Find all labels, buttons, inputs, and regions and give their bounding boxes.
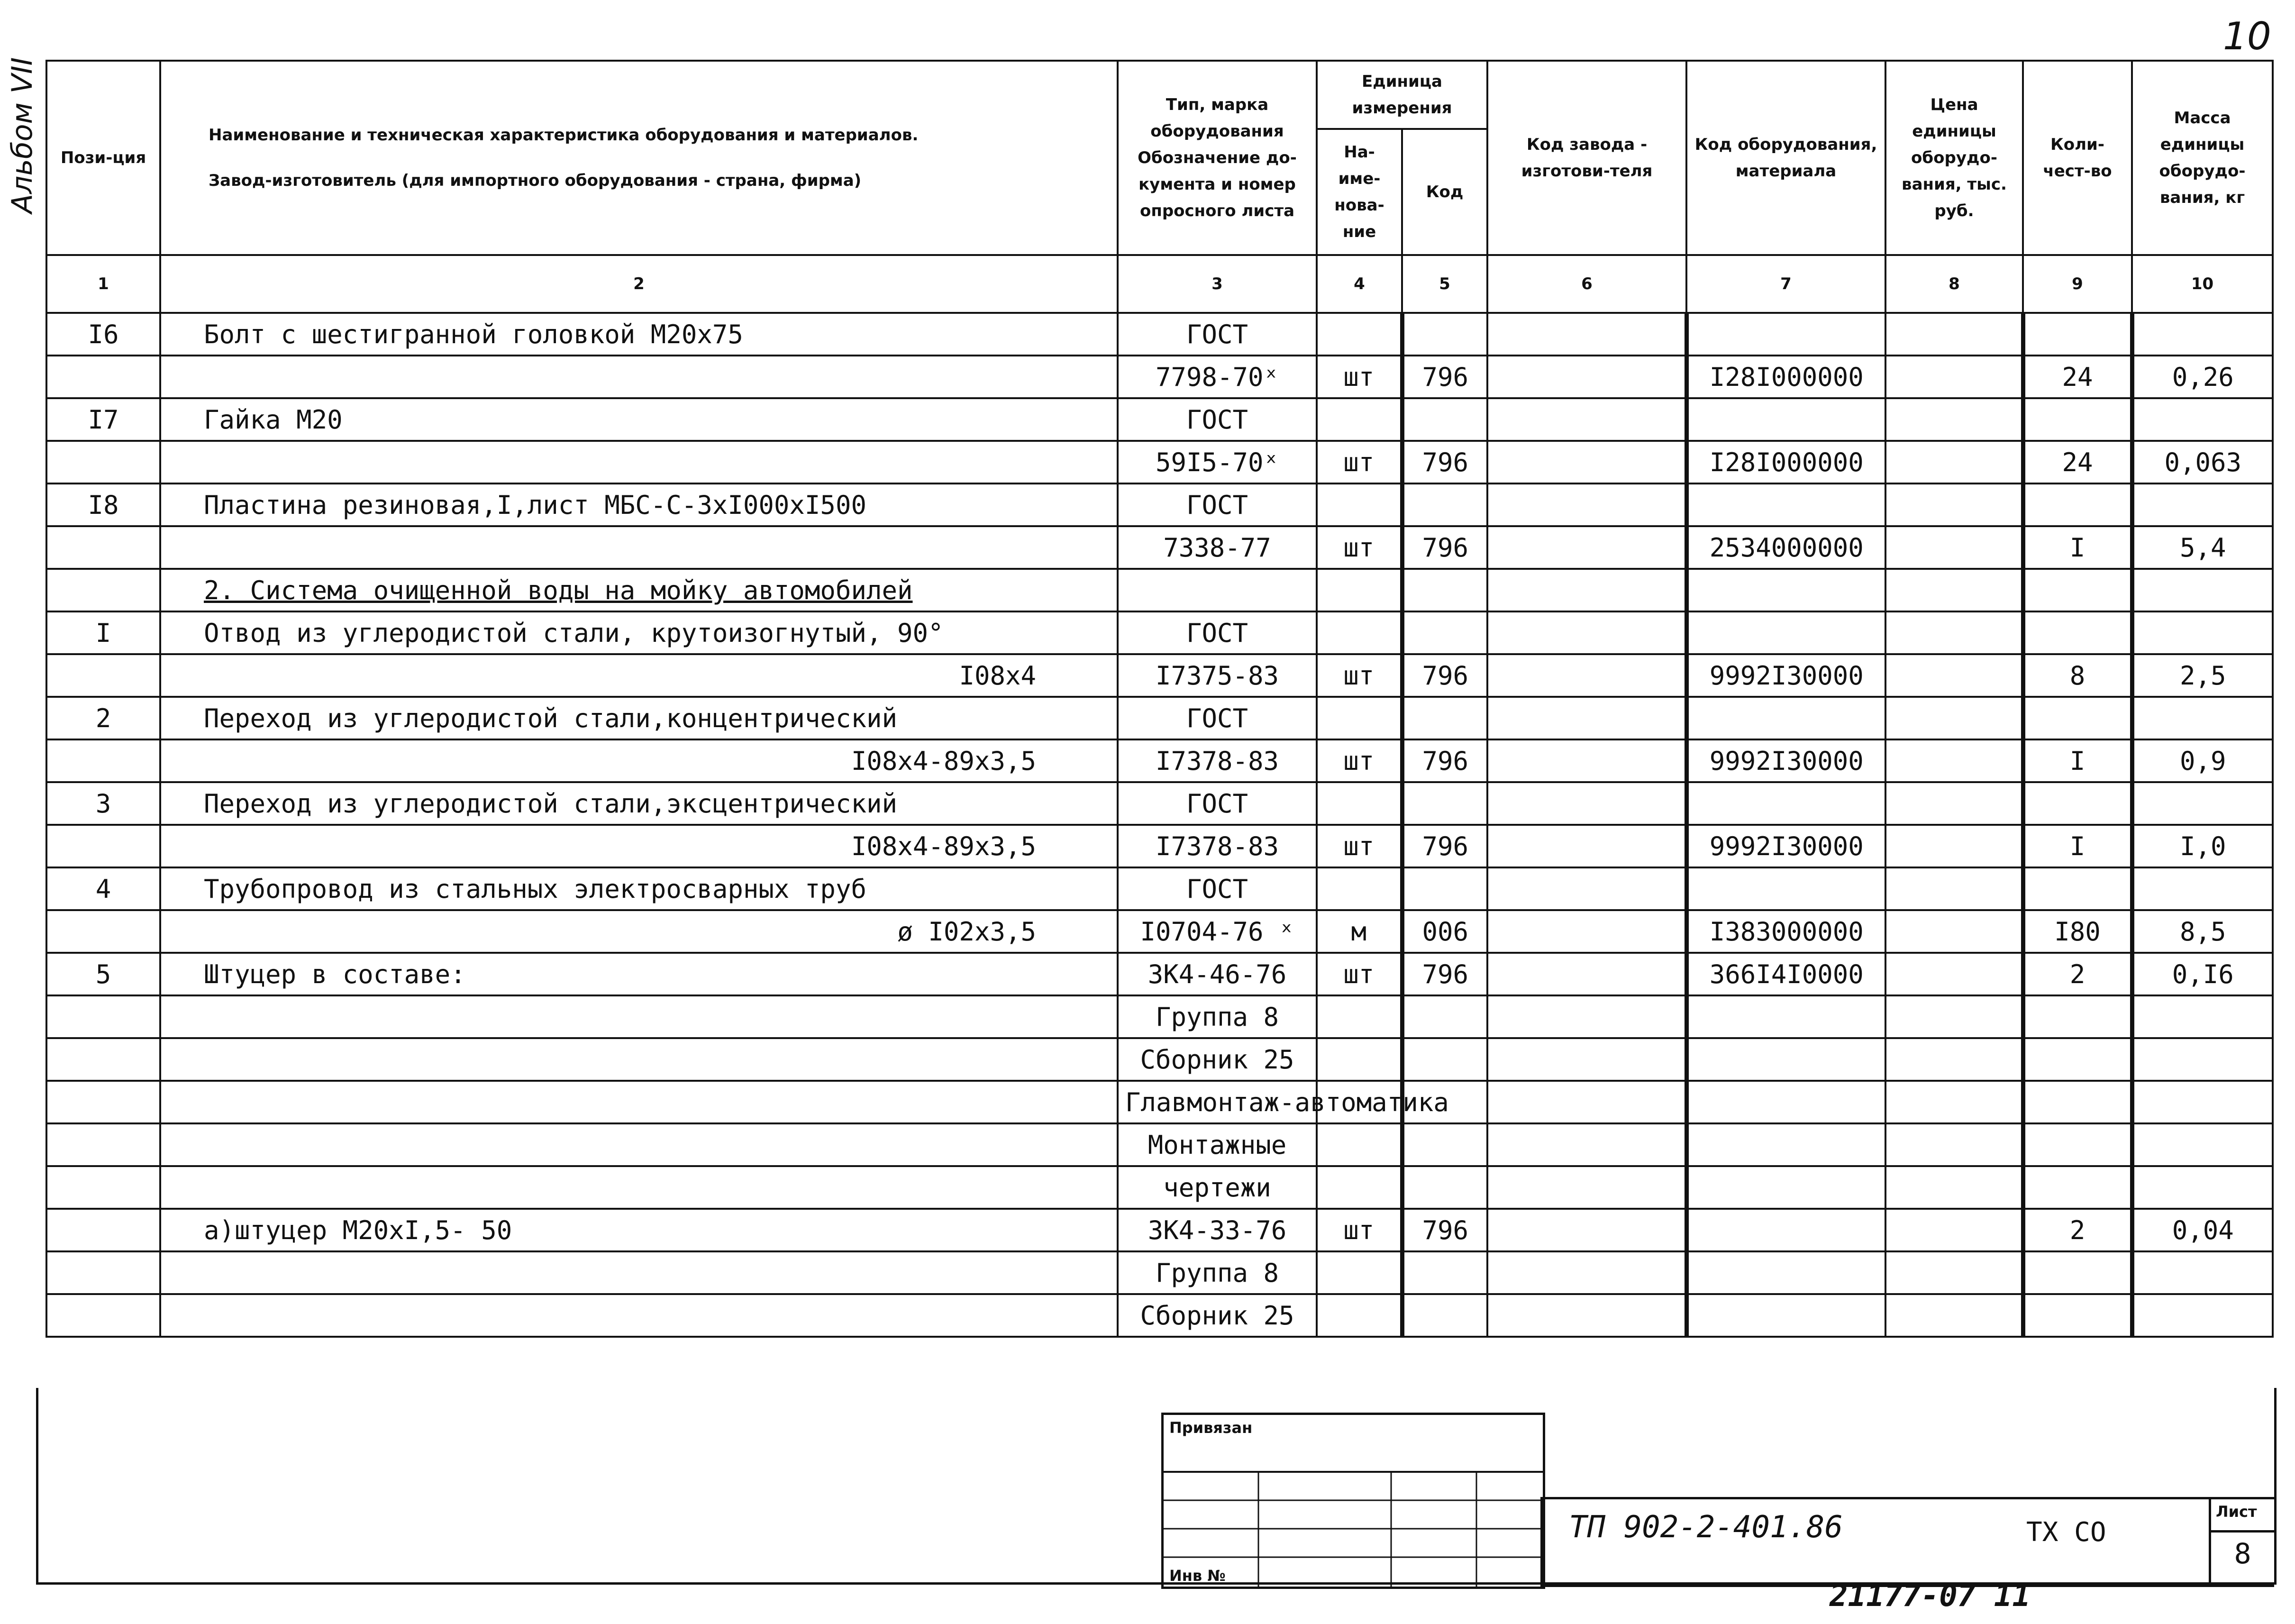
cell-mass	[2132, 611, 2273, 654]
cell-type	[1118, 569, 1317, 611]
cell-description	[160, 526, 1118, 569]
cell-mass	[2132, 867, 2273, 910]
sheet-box	[2209, 1497, 2274, 1582]
cell-type: Главмонтаж-автоматика	[1118, 1081, 1317, 1123]
cell-type: ГОСТ	[1118, 782, 1317, 825]
attachment-stamp	[1161, 1413, 1545, 1589]
cell-plant-code	[1487, 1123, 1686, 1166]
cell-unit-code: 796	[1402, 739, 1487, 782]
cell-price	[1885, 697, 2023, 739]
cell-mass	[2132, 1081, 2273, 1123]
cell-plant-code	[1487, 739, 1686, 782]
table-row	[46, 526, 2273, 569]
header-price: Цена единицы оборудо-вания, тыс. руб.	[1885, 61, 2023, 255]
cell-description: ø I02х3,5	[160, 910, 1118, 953]
cell-type: 59I5-70ˣ	[1118, 441, 1317, 484]
cell-description	[160, 1081, 1118, 1123]
table-row	[46, 398, 2273, 441]
cell-unit: шт	[1317, 356, 1402, 398]
cell-position	[46, 654, 160, 697]
cell-position	[46, 825, 160, 867]
cell-description	[160, 1294, 1118, 1337]
cell-quantity	[2023, 1038, 2132, 1081]
cell-unit-code	[1402, 1166, 1487, 1209]
cell-equipment-code	[1686, 484, 1885, 526]
cell-price	[1885, 484, 2023, 526]
cell-plant-code	[1487, 782, 1686, 825]
cell-equipment-code	[1686, 1294, 1885, 1337]
cell-mass	[2132, 1251, 2273, 1294]
cell-unit-code	[1402, 782, 1487, 825]
column-number: 2	[160, 255, 1118, 313]
cell-plant-code	[1487, 1166, 1686, 1209]
cell-quantity	[2023, 569, 2132, 611]
cell-description: Штуцер в составе:	[160, 953, 1118, 995]
cell-plant-code	[1487, 1081, 1686, 1123]
table-row	[46, 1294, 2273, 1337]
cell-description: Гайка М20	[160, 398, 1118, 441]
cell-unit: шт	[1317, 739, 1402, 782]
table-row	[46, 654, 2273, 697]
cell-mass	[2132, 1166, 2273, 1209]
table-row	[46, 484, 2273, 526]
cell-price	[1885, 910, 2023, 953]
cell-unit-code	[1402, 995, 1487, 1038]
cell-type: Сборник 25	[1118, 1294, 1317, 1337]
cell-unit-code: 796	[1402, 654, 1487, 697]
cell-quantity: 2	[2023, 953, 2132, 995]
cell-equipment-code	[1686, 1038, 1885, 1081]
cell-type: ГОСТ	[1118, 611, 1317, 654]
cell-price	[1885, 782, 2023, 825]
cell-equipment-code: I383000000	[1686, 910, 1885, 953]
cell-type: Группа 8	[1118, 995, 1317, 1038]
cell-description: Переход из углеродистой стали,эксцентрический	[160, 782, 1118, 825]
cell-quantity	[2023, 1294, 2132, 1337]
cell-quantity: I	[2023, 739, 2132, 782]
cell-unit	[1317, 1166, 1402, 1209]
cell-equipment-code	[1686, 867, 1885, 910]
cell-plant-code	[1487, 995, 1686, 1038]
cell-equipment-code	[1686, 697, 1885, 739]
cell-price	[1885, 611, 2023, 654]
cell-mass	[2132, 697, 2273, 739]
cell-mass: 0,063	[2132, 441, 2273, 484]
cell-type: ГОСТ	[1118, 697, 1317, 739]
cell-type: Сборник 25	[1118, 1038, 1317, 1081]
cell-equipment-code	[1686, 1123, 1885, 1166]
cell-type: ГОСТ	[1118, 398, 1317, 441]
cell-unit-code: 796	[1402, 1209, 1487, 1251]
cell-position	[46, 995, 160, 1038]
cell-unit	[1317, 1251, 1402, 1294]
cell-unit-code: 796	[1402, 825, 1487, 867]
cell-plant-code	[1487, 654, 1686, 697]
cell-plant-code	[1487, 398, 1686, 441]
column-number-row	[46, 255, 2273, 313]
sheet-top-number: 10	[2223, 14, 2271, 58]
cell-quantity	[2023, 1251, 2132, 1294]
cell-position	[46, 1081, 160, 1123]
cell-price	[1885, 1251, 2023, 1294]
table-row	[46, 1038, 2273, 1081]
cell-unit-code	[1402, 697, 1487, 739]
cell-position: 5	[46, 953, 160, 995]
cell-type: 7338-77	[1118, 526, 1317, 569]
specification-table	[46, 60, 2274, 1338]
cell-equipment-code	[1686, 1251, 1885, 1294]
cell-price	[1885, 995, 2023, 1038]
cell-mass: 0,26	[2132, 356, 2273, 398]
cell-equipment-code	[1686, 1166, 1885, 1209]
cell-description: 2. Система очищенной воды на мойку автомобилей	[160, 569, 1118, 611]
cell-mass	[2132, 313, 2273, 356]
cell-price	[1885, 441, 2023, 484]
table-row	[46, 1251, 2273, 1294]
cell-description: Отвод из углеродистой стали, крутоизогнутый, 90°	[160, 611, 1118, 654]
cell-quantity: 2	[2023, 1209, 2132, 1251]
cell-unit	[1317, 611, 1402, 654]
cell-plant-code	[1487, 356, 1686, 398]
cell-unit-code: 796	[1402, 356, 1487, 398]
cell-plant-code	[1487, 1294, 1686, 1337]
header-unit: Единица измерения	[1317, 61, 1487, 129]
cell-plant-code	[1487, 697, 1686, 739]
cell-quantity	[2023, 484, 2132, 526]
table-row	[46, 867, 2273, 910]
cell-description	[160, 356, 1118, 398]
cell-price	[1885, 953, 2023, 995]
cell-unit: шт	[1317, 825, 1402, 867]
cell-position	[46, 1038, 160, 1081]
document-code: ТП 902-2-401.86	[1569, 1510, 1843, 1545]
cell-unit: м	[1317, 910, 1402, 953]
table-row	[46, 1209, 2273, 1251]
cell-price	[1885, 1166, 2023, 1209]
cell-price	[1885, 313, 2023, 356]
header-unit-code: Код	[1402, 129, 1487, 255]
table-row	[46, 782, 2273, 825]
cell-equipment-code	[1686, 995, 1885, 1038]
table-row	[46, 356, 2273, 398]
cell-quantity	[2023, 1081, 2132, 1123]
cell-plant-code	[1487, 1209, 1686, 1251]
column-number: 8	[1885, 255, 2023, 313]
cell-quantity	[2023, 313, 2132, 356]
cell-quantity: 24	[2023, 356, 2132, 398]
cell-type: 3К4-33-76	[1118, 1209, 1317, 1251]
cell-unit	[1317, 484, 1402, 526]
table-row	[46, 313, 2273, 356]
cell-type: ГОСТ	[1118, 313, 1317, 356]
cell-price	[1885, 356, 2023, 398]
cell-quantity	[2023, 995, 2132, 1038]
cell-description	[160, 1251, 1118, 1294]
column-number: 7	[1686, 255, 1885, 313]
cell-type: I7378-83	[1118, 825, 1317, 867]
cell-equipment-code	[1686, 569, 1885, 611]
cell-unit: шт	[1317, 953, 1402, 995]
column-number: 6	[1487, 255, 1686, 313]
table-row	[46, 611, 2273, 654]
cell-plant-code	[1487, 1038, 1686, 1081]
table-row	[46, 995, 2273, 1038]
cell-unit-code	[1402, 867, 1487, 910]
cell-description: Трубопровод из стальных электросварных труб	[160, 867, 1118, 910]
cell-unit: шт	[1317, 441, 1402, 484]
header-unit-name: На-име-нова-ние	[1317, 129, 1402, 255]
cell-equipment-code	[1686, 1081, 1885, 1123]
cell-plant-code	[1487, 910, 1686, 953]
header-mass: Масса единицы оборудо-вания, кг	[2132, 61, 2273, 255]
cell-mass	[2132, 782, 2273, 825]
cell-unit: шт	[1317, 526, 1402, 569]
cell-unit-code: 796	[1402, 526, 1487, 569]
cell-position	[46, 1251, 160, 1294]
cell-plant-code	[1487, 313, 1686, 356]
cell-position: 2	[46, 697, 160, 739]
cell-unit	[1317, 398, 1402, 441]
cell-unit	[1317, 782, 1402, 825]
table-row	[46, 1166, 2273, 1209]
cell-equipment-code: 2534000000	[1686, 526, 1885, 569]
cell-position	[46, 910, 160, 953]
cell-type: чертежи	[1118, 1166, 1317, 1209]
cell-unit	[1317, 569, 1402, 611]
cell-type: ГОСТ	[1118, 484, 1317, 526]
cell-position	[46, 356, 160, 398]
table-row	[46, 910, 2273, 953]
cell-unit-code: 006	[1402, 910, 1487, 953]
cell-unit: шт	[1317, 1209, 1402, 1251]
cell-description: I08х4-89х3,5	[160, 739, 1118, 782]
cell-mass: 2,5	[2132, 654, 2273, 697]
cell-position: I	[46, 611, 160, 654]
cell-price	[1885, 1294, 2023, 1337]
cell-mass	[2132, 1038, 2273, 1081]
cell-unit-code: 796	[1402, 953, 1487, 995]
cell-equipment-code: 9992I30000	[1686, 739, 1885, 782]
cell-position: I8	[46, 484, 160, 526]
cell-quantity	[2023, 867, 2132, 910]
cell-equipment-code: I28I000000	[1686, 441, 1885, 484]
cell-plant-code	[1487, 484, 1686, 526]
header-name	[160, 61, 1118, 255]
header-name-line2: Завод-изготовитель (для импортного оборудования - страна, фирма)	[209, 171, 862, 190]
cell-mass: 8,5	[2132, 910, 2273, 953]
cell-price	[1885, 569, 2023, 611]
table-row	[46, 953, 2273, 995]
stamp-attached-label: Привязан	[1169, 1419, 1253, 1437]
cell-mass: 0,9	[2132, 739, 2273, 782]
cell-price	[1885, 1038, 2023, 1081]
cell-equipment-code	[1686, 313, 1885, 356]
album-note: Альбом VII	[6, 57, 39, 213]
cell-position	[46, 1209, 160, 1251]
cell-plant-code	[1487, 569, 1686, 611]
cell-mass: 0,I6	[2132, 953, 2273, 995]
cell-plant-code	[1487, 867, 1686, 910]
cell-position	[46, 1166, 160, 1209]
cell-description	[160, 1038, 1118, 1081]
cell-position	[46, 441, 160, 484]
cell-type: I0704-76 ˣ	[1118, 910, 1317, 953]
cell-plant-code	[1487, 526, 1686, 569]
cell-description: а)штуцер М20хI,5- 50	[160, 1209, 1118, 1251]
sheet-number: 8	[2211, 1530, 2274, 1570]
column-number: 1	[46, 255, 160, 313]
cell-type: 3К4-46-76	[1118, 953, 1317, 995]
cell-equipment-code	[1686, 1209, 1885, 1251]
cell-unit	[1317, 995, 1402, 1038]
cell-unit	[1317, 1038, 1402, 1081]
cell-unit-code	[1402, 313, 1487, 356]
cell-mass: I,0	[2132, 825, 2273, 867]
table-row	[46, 697, 2273, 739]
table-row	[46, 739, 2273, 782]
cell-unit-code	[1402, 611, 1487, 654]
table-row	[46, 1123, 2273, 1166]
cell-mass	[2132, 1294, 2273, 1337]
cell-description: I08х4-89х3,5	[160, 825, 1118, 867]
cell-position: 4	[46, 867, 160, 910]
cell-quantity	[2023, 1123, 2132, 1166]
cell-unit-code	[1402, 484, 1487, 526]
header-name-line1: Наименование и техническая характеристика оборудования и материалов.	[209, 126, 919, 145]
cell-description: I08х4	[160, 654, 1118, 697]
cell-quantity	[2023, 611, 2132, 654]
header-equipment-code: Код оборудования, материала	[1686, 61, 1885, 255]
cell-description: Болт с шестигранной головкой М20х75	[160, 313, 1118, 356]
cell-plant-code	[1487, 441, 1686, 484]
cell-price	[1885, 739, 2023, 782]
table-row	[46, 1081, 2273, 1123]
cell-mass	[2132, 995, 2273, 1038]
cell-quantity: I80	[2023, 910, 2132, 953]
cell-quantity	[2023, 1166, 2132, 1209]
cell-equipment-code: 366I4I0000	[1686, 953, 1885, 995]
cell-quantity	[2023, 398, 2132, 441]
cell-unit	[1317, 697, 1402, 739]
cell-mass	[2132, 569, 2273, 611]
cell-position	[46, 1294, 160, 1337]
cell-mass	[2132, 1123, 2273, 1166]
cell-description: Пластина резиновая,I,лист МБС-С-3хI000хI500	[160, 484, 1118, 526]
cell-type: ГОСТ	[1118, 867, 1317, 910]
cell-unit-code	[1402, 1038, 1487, 1081]
cell-quantity	[2023, 697, 2132, 739]
cell-type: Монтажные	[1118, 1123, 1317, 1166]
cell-unit	[1317, 867, 1402, 910]
cell-unit	[1317, 313, 1402, 356]
cell-price	[1885, 1081, 2023, 1123]
cell-equipment-code: 9992I30000	[1686, 825, 1885, 867]
cell-type: Группа 8	[1118, 1251, 1317, 1294]
cell-type: I7375-83	[1118, 654, 1317, 697]
cell-equipment-code	[1686, 611, 1885, 654]
header-type: Тип, марка оборудования Обозначение до-кумента и номер опросного листа	[1118, 61, 1317, 255]
cell-mass: 5,4	[2132, 526, 2273, 569]
cell-mass	[2132, 484, 2273, 526]
table-row	[46, 441, 2273, 484]
cell-quantity: 24	[2023, 441, 2132, 484]
cell-unit: шт	[1317, 654, 1402, 697]
column-number: 9	[2023, 255, 2132, 313]
table-row	[46, 825, 2273, 867]
bottom-handwritten-number: 21177-07 11	[1830, 1578, 2031, 1614]
header-quantity: Коли-чест-во	[2023, 61, 2132, 255]
sheet-label: Лист	[2216, 1503, 2257, 1521]
cell-equipment-code: 9992I30000	[1686, 654, 1885, 697]
cell-position	[46, 569, 160, 611]
cell-description	[160, 995, 1118, 1038]
cell-quantity	[2023, 782, 2132, 825]
cell-quantity: I	[2023, 526, 2132, 569]
cell-quantity: 8	[2023, 654, 2132, 697]
cell-price	[1885, 1209, 2023, 1251]
cell-position: 3	[46, 782, 160, 825]
cell-quantity: I	[2023, 825, 2132, 867]
cell-unit	[1317, 1294, 1402, 1337]
cell-equipment-code	[1686, 782, 1885, 825]
cell-type: 7798-70ˣ	[1118, 356, 1317, 398]
cell-unit-code	[1402, 398, 1487, 441]
cell-price	[1885, 654, 2023, 697]
cell-price	[1885, 825, 2023, 867]
column-number: 3	[1118, 255, 1317, 313]
cell-position	[46, 739, 160, 782]
cell-unit	[1317, 1123, 1402, 1166]
cell-plant-code	[1487, 953, 1686, 995]
cell-unit-code	[1402, 1123, 1487, 1166]
cell-unit-code	[1402, 569, 1487, 611]
header-plant-code: Код завода - изготови-теля	[1487, 61, 1686, 255]
column-number: 5	[1402, 255, 1487, 313]
cell-description	[160, 1166, 1118, 1209]
cell-description	[160, 1123, 1118, 1166]
column-number: 4	[1317, 255, 1402, 313]
cell-type: I7378-83	[1118, 739, 1317, 782]
stamp-inventory-label: Инв №	[1169, 1567, 1226, 1585]
cell-position: I7	[46, 398, 160, 441]
section-code: ТХ СО	[2026, 1517, 2106, 1548]
cell-equipment-code	[1686, 398, 1885, 441]
cell-mass: 0,04	[2132, 1209, 2273, 1251]
table-row	[46, 569, 2273, 611]
cell-description	[160, 441, 1118, 484]
cell-equipment-code: I28I000000	[1686, 356, 1885, 398]
column-number: 10	[2132, 255, 2273, 313]
header-position: Пози-ция	[46, 61, 160, 255]
cell-position: I6	[46, 313, 160, 356]
cell-mass	[2132, 398, 2273, 441]
table-body	[46, 313, 2273, 1337]
cell-position	[46, 526, 160, 569]
cell-price	[1885, 1123, 2023, 1166]
cell-unit-code	[1402, 1294, 1487, 1337]
cell-plant-code	[1487, 611, 1686, 654]
cell-price	[1885, 867, 2023, 910]
cell-unit-code	[1402, 1251, 1487, 1294]
cell-plant-code	[1487, 825, 1686, 867]
cell-price	[1885, 526, 2023, 569]
cell-unit-code: 796	[1402, 441, 1487, 484]
cell-plant-code	[1487, 1251, 1686, 1294]
cell-price	[1885, 398, 2023, 441]
cell-description: Переход из углеродистой стали,концентрический	[160, 697, 1118, 739]
cell-position	[46, 1123, 160, 1166]
